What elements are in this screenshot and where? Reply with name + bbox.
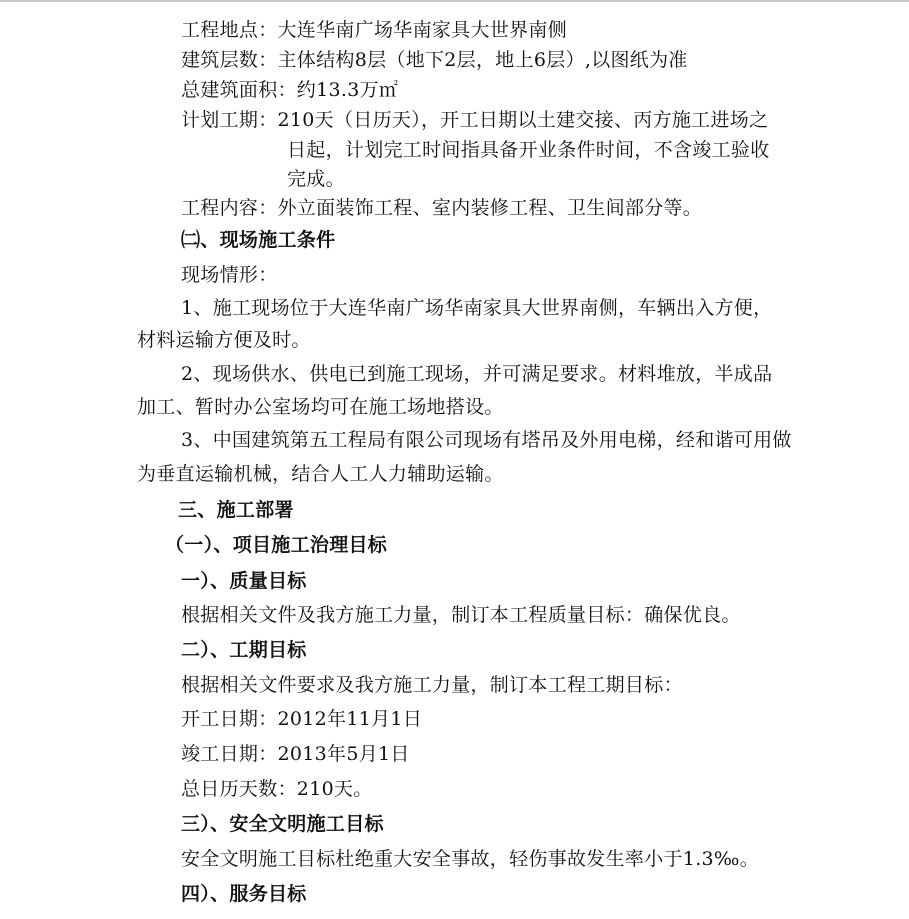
page-top-border xyxy=(0,0,909,2)
text-line: 开工日期：2012年11月1日 xyxy=(181,708,423,730)
text-line: 总建筑面积：约13.3万㎡ xyxy=(181,79,399,101)
section-heading: （一）、项目施工治理目标 xyxy=(165,534,388,556)
text-line: 根据相关文件要求及我方施工力量，制订本工程工期目标： xyxy=(181,674,683,696)
section-heading: 二）、工期目标 xyxy=(181,639,307,661)
section-heading: 四）、服务目标 xyxy=(181,883,307,905)
text-line: 加工、暂时办公室场均可在施工场地搭设。 xyxy=(137,396,504,418)
section-heading: 三）、安全文明施工目标 xyxy=(181,813,384,835)
text-line: 3、中国建筑第五工程局有限公司现场有塔吊及外用电梯，经和谐可用做 xyxy=(181,429,792,451)
text-line: 安全文明施工目标杜绝重大安全事故，轻伤事故发生率小于1.3‰。 xyxy=(181,848,760,870)
text-line: 总日历天数：210天。 xyxy=(181,778,373,800)
text-line: 日起，计划完工时间指具备开业条件时间，不含竣工验收 xyxy=(287,139,770,161)
text-line: 2、现场供水、供电已到施工现场，并可满足要求。材料堆放，半成品 xyxy=(181,363,773,385)
text-line: 为垂直运输机械，结合人工人力辅助运输。 xyxy=(137,463,504,485)
text-line: 建筑层数：主体结构8层（地下2层，地上6层）,以图纸为准 xyxy=(181,49,688,71)
text-line: 计划工期：210天（日历天），开工日期以土建交接、丙方施工进场之 xyxy=(181,109,769,131)
section-heading: 一）、质量目标 xyxy=(181,570,307,592)
text-line: 工程地点：大连华南广场华南家具大世界南侧 xyxy=(181,19,568,41)
text-line: 工程内容：外立面装饰工程、室内装修工程、卫生间部分等。 xyxy=(181,197,703,219)
section-heading: ㈡、现场施工条件 xyxy=(181,229,336,251)
section-heading: 三、施工部署 xyxy=(178,499,294,521)
text-line: 竣工日期：2013年5月1日 xyxy=(181,743,410,765)
text-line: 材料运输方便及时。 xyxy=(137,329,311,351)
text-line: 完成。 xyxy=(287,168,345,190)
text-line: 1、施工现场位于大连华南广场华南家具大世界南侧，车辆出入方便， xyxy=(181,297,773,319)
text-line: 现场情形： xyxy=(181,264,278,286)
text-line: 根据相关文件及我方施工力量，制订本工程质量目标：确保优良。 xyxy=(181,604,741,626)
